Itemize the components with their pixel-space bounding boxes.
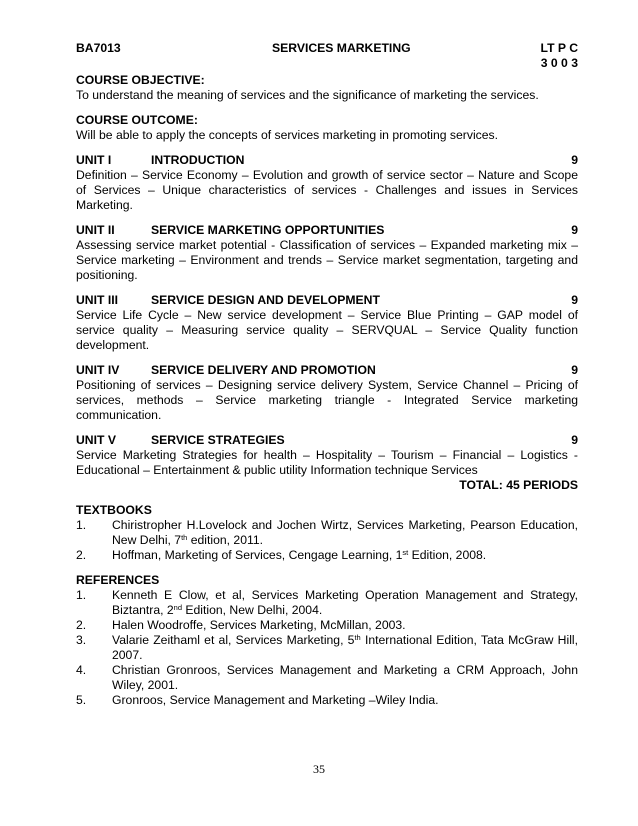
references-section (76, 573, 578, 708)
unit-5 (76, 433, 578, 493)
unit-3 (76, 293, 578, 353)
item-number: 4. (76, 663, 87, 677)
unit-title: SERVICE STRATEGIES (151, 433, 285, 447)
unit-heading (76, 363, 578, 378)
item-superscript: st (402, 548, 409, 557)
unit-heading (76, 433, 578, 448)
unit-4 (76, 363, 578, 423)
course-header (76, 41, 578, 73)
item-text: Christian Gronroos, Services Management and Marketing a CRM Approach, John Wiley, 2001. (112, 663, 578, 692)
textbooks-heading: TEXTBOOKS (76, 503, 152, 517)
item-number: 2. (76, 548, 87, 562)
item-superscript: th (181, 533, 188, 542)
unit-content: Assessing service market potential - Classification of services – Expanded marketing mix – Service marketing – Environment and trends – Service market segmentation, targeting and positioning. (76, 238, 578, 282)
syllabus-page (76, 41, 578, 718)
unit-heading (76, 153, 578, 168)
item-text (112, 548, 578, 563)
unit-number: UNIT V (76, 433, 116, 447)
item-text-main: Chiristropher H.Lovelock and Jochen Wirtz, Services Marketing, Pearson Education, New Delhi, 7 (112, 518, 578, 547)
textbook-item (76, 548, 578, 563)
unit-hours: 9 (571, 223, 578, 237)
item-text (112, 518, 578, 548)
ltpc-label: LT P C (540, 41, 578, 55)
unit-content: Definition – Service Economy – Evolution and growth of service sector – Nature and Scope of Services – Unique characteristics of services - Challenges and issues in Services Marketing. (76, 168, 578, 212)
unit-content: Service Marketing Strategies for health – Hospitality – Tourism – Financial – Logistics - Educational – Entertainment & public utility Information technique Services (76, 448, 578, 477)
unit-number: UNIT I (76, 153, 112, 167)
course-title: SERVICES MARKETING (272, 41, 411, 55)
item-text-main: Hoffman, Marketing of Services, Cengage Learning, 1 (112, 548, 403, 562)
unit-hours: 9 (571, 293, 578, 307)
outcome-heading: COURSE OUTCOME: (76, 113, 198, 127)
item-superscript: th (354, 633, 361, 642)
objective-text: To understand the meaning of services and the significance of marketing the services. (76, 88, 539, 102)
item-superscript: nd (173, 603, 182, 612)
item-text-tail: edition, 2011. (187, 533, 264, 547)
unit-heading (76, 293, 578, 308)
item-text (112, 633, 578, 663)
total-periods: TOTAL: 45 PERIODS (459, 478, 578, 492)
item-number: 5. (76, 693, 87, 707)
unit-title: SERVICE MARKETING OPPORTUNITIES (151, 223, 385, 237)
item-number: 1. (76, 518, 87, 532)
unit-number: UNIT III (76, 293, 118, 307)
item-text-tail: Edition, 2008. (408, 548, 487, 562)
textbooks-section (76, 503, 578, 563)
ltpc-values: 3 0 0 3 (540, 56, 578, 70)
reference-item (76, 663, 578, 693)
item-number: 1. (76, 588, 87, 602)
item-text-main: Valarie Zeithaml et al, Services Marketing, 5 (112, 633, 355, 647)
unit-1 (76, 153, 578, 213)
item-text-tail: Edition, New Delhi, 2004. (182, 603, 323, 617)
unit-heading (76, 223, 578, 238)
textbooks-list (76, 518, 578, 563)
course-objective (76, 73, 578, 103)
reference-item (76, 618, 578, 633)
course-outcome (76, 113, 578, 143)
item-number: 2. (76, 618, 87, 632)
item-text: Halen Woodroffe, Services Marketing, McMillan, 2003. (112, 618, 406, 632)
textbook-item (76, 518, 578, 548)
unit-hours: 9 (571, 363, 578, 377)
unit-content: Positioning of services – Designing service delivery System, Service Channel – Pricing of services, methods – Service marketing triangle - Integrated Service marketing communication. (76, 378, 578, 422)
unit-title: SERVICE DESIGN AND DEVELOPMENT (151, 293, 380, 307)
unit-hours: 9 (571, 433, 578, 447)
references-heading: REFERENCES (76, 573, 160, 587)
ltpc-block (541, 41, 578, 71)
unit-title: INTRODUCTION (151, 153, 245, 167)
references-list (76, 588, 578, 708)
item-text-main: Kenneth E Clow, et al, Services Marketing Operation Management and Strategy, Biztantra, 2 (112, 588, 578, 617)
outcome-text: Will be able to apply the concepts of services marketing in promoting services. (76, 128, 499, 142)
item-text: Gronroos, Service Management and Marketing –Wiley India. (112, 693, 439, 707)
reference-item (76, 588, 578, 618)
objective-heading: COURSE OBJECTIVE: (76, 73, 205, 87)
unit-number: UNIT II (76, 223, 115, 237)
unit-hours: 9 (571, 153, 578, 167)
item-text (112, 588, 578, 618)
page-number: 35 (313, 762, 325, 776)
item-text-tail: International Edition, Tata McGraw Hill, 2007. (112, 633, 578, 662)
item-number: 3. (76, 633, 87, 647)
reference-item (76, 633, 578, 663)
reference-item (76, 693, 578, 708)
unit-content: Service Life Cycle – New service development – Service Blue Printing – GAP model of service quality – Measuring service quality – SERVQUAL – Service Quality function development. (76, 308, 578, 352)
unit-title: SERVICE DELIVERY AND PROMOTION (151, 363, 376, 377)
course-code: BA7013 (76, 41, 121, 55)
unit-2 (76, 223, 578, 283)
unit-number: UNIT IV (76, 363, 120, 377)
